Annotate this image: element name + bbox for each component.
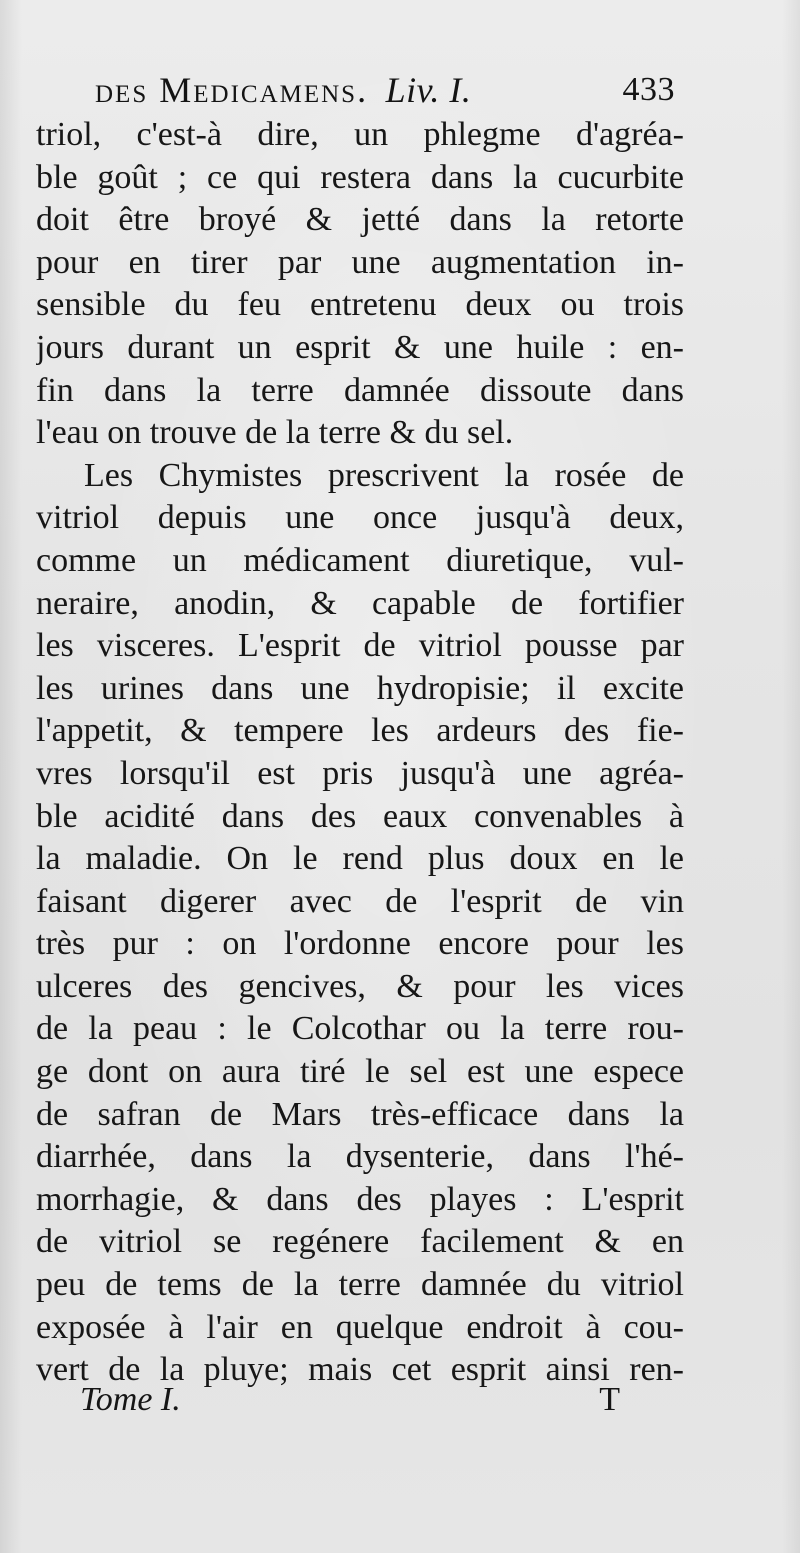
text-line: ble goût ; ce qui restera dans la cucurbite [36, 158, 684, 196]
text-line: vert de la pluye; mais cet esprit ainsi ren- [36, 1351, 684, 1389]
signature-mark: T [599, 1381, 620, 1418]
page-number: 433 [622, 71, 675, 108]
running-head [95, 66, 675, 114]
text-line: morrhagie, & dans des playes : L'esprit [36, 1180, 684, 1218]
text-line: sensible du feu entretenu deux ou trois [36, 286, 684, 324]
text-line: doit être broyé & jetté dans la retorte [36, 201, 684, 239]
text-line: pour en tirer par une augmentation in- [36, 243, 684, 281]
page-footer [80, 1378, 620, 1422]
running-head-title: des Medicamens. [95, 70, 369, 110]
text-line: l'appetit, & tempere les ardeurs des fie- [36, 712, 684, 750]
text-line: jours durant un esprit & une huile : en- [36, 328, 684, 366]
text-line: triol, c'est-à dire, un phlegme d'agréa- [36, 116, 684, 153]
running-head-book: Liv. I. [385, 70, 472, 110]
text-line: peu de tems de la terre damnée du vitriol [36, 1266, 684, 1304]
text-line: Les Chymistes prescrivent la rosée de [84, 456, 684, 494]
text-line: ulceres des gencives, & pour les vices [36, 967, 684, 1005]
text-line: fin dans la terre damnée dissoute dans [36, 371, 684, 409]
text-line: exposée à l'air en quelque endroit à cou- [36, 1308, 684, 1346]
text-line: comme un médicament diuretique, vul- [36, 541, 684, 579]
text-line: les urines dans une hydropisie; il excite [36, 669, 684, 707]
body-text [36, 114, 684, 1392]
text-line: neraire, anodin, & capable de fortifier [36, 584, 684, 622]
text-line: très pur : on l'ordonne encore pour les [36, 925, 684, 963]
text-line: de safran de Mars très-efficace dans la [36, 1095, 684, 1133]
text-line: faisant digerer avec de l'esprit de vin [36, 882, 684, 920]
text-line: ble acidité dans des eaux convenables à [36, 797, 684, 835]
text-line: de vitriol se regénere facilement & en [36, 1223, 684, 1261]
volume-mark: Tome I. [80, 1381, 181, 1418]
text-line: diarrhée, dans la dysenterie, dans l'hé- [36, 1138, 684, 1176]
text-line: ge dont on aura tiré le sel est une espece [36, 1053, 684, 1091]
text-line: l'eau on trouve de la terre & du sel. [36, 414, 514, 452]
text-line: vitriol depuis une once jusqu'à deux, [36, 499, 684, 537]
text-line: les visceres. L'esprit de vitriol pousse par [36, 627, 684, 665]
text-line: la maladie. On le rend plus doux en le [36, 840, 684, 878]
text-line: vres lorsqu'il est pris jusqu'à une agréa- [36, 754, 684, 792]
text-line: de la peau : le Colcothar ou la terre rou- [36, 1010, 684, 1048]
